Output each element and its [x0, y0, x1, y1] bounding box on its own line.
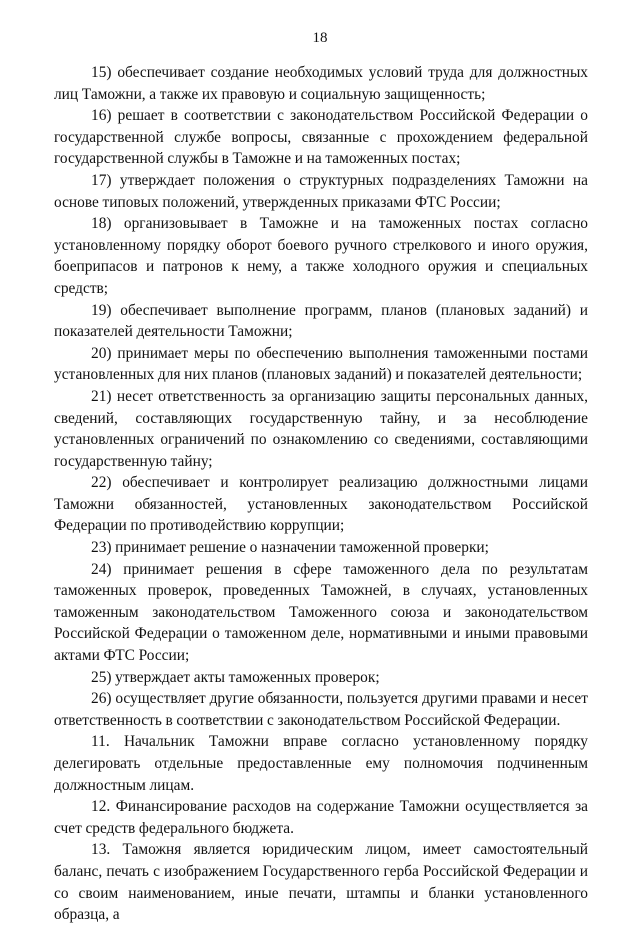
paragraph-item-22: 22) обеспечивает и контролирует реализацию должностными лицами Таможни обязанностей, установленных законодательством Российской Федерации по противодействию коррупции; — [54, 474, 588, 535]
document-body — [54, 62, 588, 926]
paragraph-item-16: 16) решает в соответствии с законодательством Российской Федерации о государственной службе вопросы, связанные с прохождением федеральной государственной службы в Таможне и на таможенных постах; — [54, 107, 588, 168]
paragraph-section-11: 11. Начальник Таможни вправе согласно установленному порядку делегировать отдельные предоставленные ему полномочия подчиненным должностным лицам. — [54, 733, 588, 794]
paragraph-item-24: 24) принимает решения в сфере таможенного дела по результатам таможенных проверок, проведенных Таможней, в случаях, установленных таможенным законодательством Таможенного союза и законодательством Российской Федерации о таможенном деле, нормативными и иными правовыми актами ФТС России; — [54, 560, 588, 665]
paragraph-section-12: 12. Финансирование расходов на содержание Таможни осуществляется за счет средств федерального бюджета. — [54, 798, 588, 837]
paragraph-item-15: 15) обеспечивает создание необходимых условий труда для должностных лиц Таможни, а также их правовую и социальную защищенность; — [54, 64, 588, 103]
paragraph-item-25: 25) утверждает акты таможенных проверок; — [91, 668, 380, 686]
paragraph-item-17: 17) утверждает положения о структурных подразделениях Таможни на основе типовых положений, утвержденных приказами ФТС России; — [54, 171, 588, 211]
page-number: 18 — [312, 30, 328, 46]
paragraph-item-20: 20) принимает меры по обеспечению выполнения таможенными постами установленных для них планов (плановых заданий) и показателей деятельности; — [54, 344, 588, 384]
paragraph-item-23: 23) принимает решение о назначении таможенной проверки; — [91, 539, 489, 557]
paragraph-item-18: 18) организовывает в Таможне и на таможенных постах согласно установленному порядку оборот боевого ручного стрелкового и иного оружия, боеприпасов и патронов к нему, а также холодного оружия и специальных средств; — [54, 215, 588, 297]
paragraph-section-13: 13. Таможня является юридическим лицом, имеет самостоятельный баланс, печать с изображением Государственного герба Российской Федерации и со своим наименованием, иные печати, штампы и бланки установленного образца, а — [54, 841, 588, 924]
paragraph-item-19: 19) обеспечивает выполнение программ, планов (плановых заданий) и показателей деятельности Таможни; — [54, 301, 588, 341]
paragraph-item-26: 26) осуществляет другие обязанности, пользуется другими правами и несет ответственность в соответствии с законодательством Российской Федерации. — [54, 690, 588, 729]
paragraph-item-21: 21) несет ответственность за организацию защиты персональных данных, сведений, составляющих государственную тайну, и за несоблюдение установленных ограничений по ознакомлению со сведениями, составляющими государственную тайну; — [54, 387, 588, 470]
